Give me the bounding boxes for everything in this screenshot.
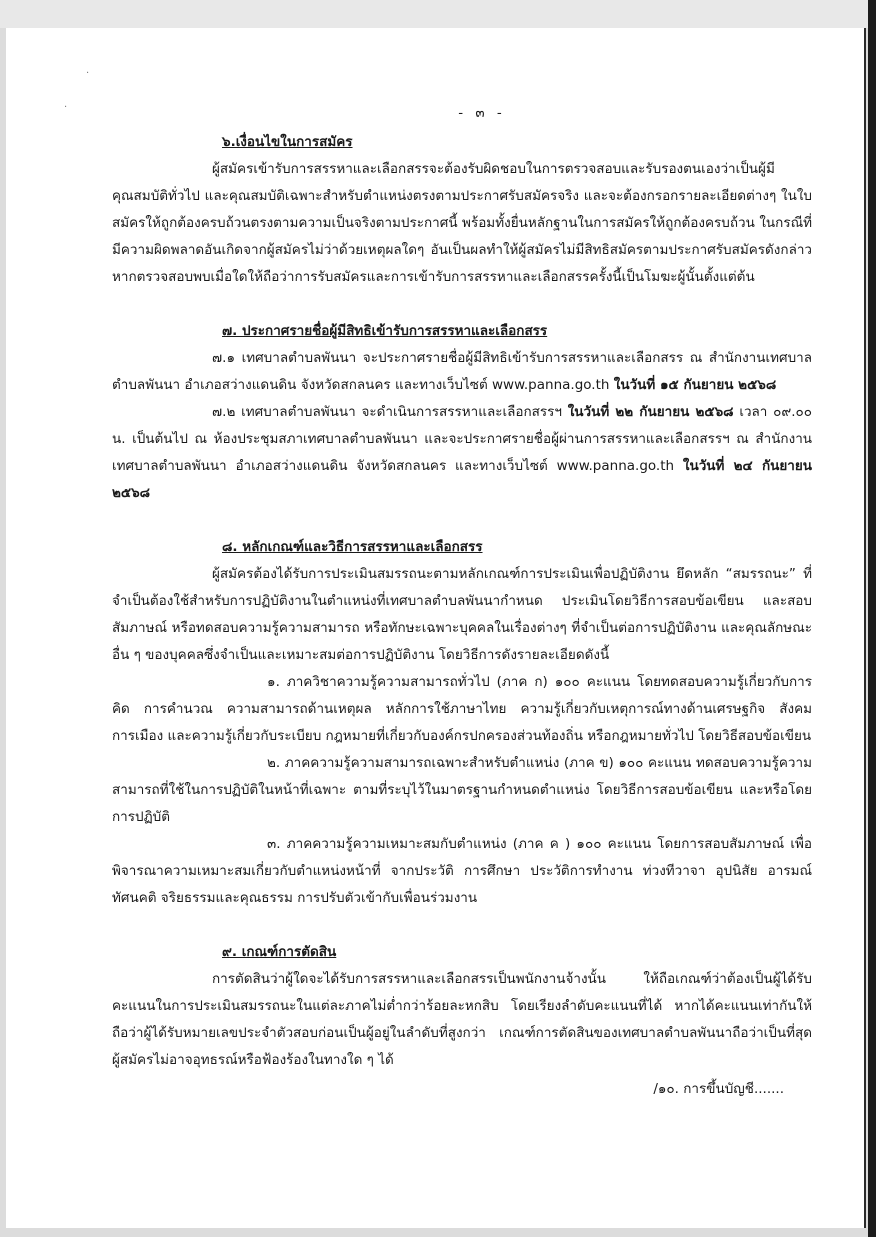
section-9-title: ๙. เกณฑ์การตัดสิน bbox=[222, 944, 337, 960]
section-8-item-1: ๑. ภาควิชาความรู้ความสามารถทั่วไป (ภาค ก) ๑๐๐ คะแนน โดยทดสอบความรู้เกี่ยวกับการคิด การคำนวณ ความสามารถด้านเหตุผล หลักการใช้ภาษาไทย ความรู้เกี่ยวกับเหตุการณ์ทางด้านเศรษฐกิจ สังคม การเมือง และความรู้เกี่ยวกับระเบียบ กฎหมายที่เกี่ยวกับองค์กรปกครองส่วนท้องถิ่น หรือกฎหมายทั่วไป โดยวิธีสอบข้อเขียน bbox=[112, 674, 812, 744]
section-8-item-2: ๒. ภาคความรู้ความสามารถเฉพาะสำหรับตำแหน่ง (ภาค ข) ๑๐๐ คะแนน ทดสอบความรู้ความสามารถที่ใช้ในการปฏิบัติในหน้าที่เฉพาะ ตามที่ระบุไว้ในมาตรฐานกำหนดตำแหน่ง โดยวิธีการสอบข้อเขียน และหรือโดยการปฏิบัติ bbox=[112, 755, 812, 825]
continuation-note: /๑๐. การขึ้นบัญชี....... bbox=[653, 1081, 784, 1097]
scan-speck: · bbox=[86, 68, 90, 79]
section-7-item-1-text: ๗.๑ เทศบาลตำบลพันนา จะประกาศรายชื่อผู้มีสิทธิเข้ารับการสรรหาและเลือกสรร ณ สำนักงานเทศบาลตำบลพันนา อำเภอสว่างแดนดิน จังหวัดสกลนคร และทางเว็บไซต์ www.panna.go.th bbox=[112, 350, 812, 393]
section-8-intro: ผู้สมัครต้องได้รับการประเมินสมรรถนะตามหลักเกณฑ์การประเมินเพื่อปฏิบัติงาน ยึดหลัก “สมรรถนะ” ที่จำเป็นต้องใช้สำหรับการปฏิบัติงานในตำแหน่งที่เทศบาลตำบลพันนากำหนด ประเมินโดยวิธีการสอบข้อเขียน และสอบสัมภาษณ์ หรือทดสอบความรู้ความสามารถ หรือทักษะเฉพาะบุคคลในเรื่องต่างๆ ที่จำเป็นต่อการปฏิบัติงาน และคุณลักษณะอื่น ๆ ของบุคคลซึ่งจำเป็นและเหมาะสมต่อการปฏิบัติงาน โดยวิธีการดังรายละเอียดดังนี้ bbox=[112, 566, 812, 663]
section-8-item-3: ๓. ภาคความรู้ความเหมาะสมกับตำแหน่ง (ภาค ค ) ๑๐๐ คะแนน โดยการสอบสัมภาษณ์ เพื่อพิจารณาความเหมาะสมเกี่ยวกับตำแหน่งหน้าที่ จากประวัติ การศึกษา ประวัติการทำงาน ท่วงทีวาจา อุปนิสัย อารมณ์ ทัศนคติ จริยธรรมและคุณธรรม การปรับตัวเข้ากับเพื่อนร่วมงาน bbox=[112, 836, 812, 906]
section-9-body: การตัดสินว่าผู้ใดจะได้รับการสรรหาและเลือกสรรเป็นพนักงานจ้างนั้น ให้ถือเกณฑ์ว่าต้องเป็นผู้ได้รับคะแนนในการประเมินสมรรถนะในแต่ละภาคไม่ต่ำกว่าร้อยละหกสิบ โดยเรียงลำดับคะแนนที่ได้ หากได้คะแนนเท่ากันให้ถือว่าผู้ได้รับหมายเลขประจำตัวสอบก่อนเป็นผู้อยู่ในลำดับที่สูงกว่า เกณฑ์การตัดสินของเทศบาลตำบลพันนาถือว่าเป็นที่สุด ผู้สมัครไม่อาจอุทธรณ์หรือฟ้องร้องในทางใด ๆ ได้ bbox=[112, 971, 812, 1068]
section-8-title: ๘. หลักเกณฑ์และวิธีการสรรหาและเลือกสรร bbox=[222, 539, 483, 555]
scan-background-top bbox=[0, 0, 876, 28]
document-body bbox=[112, 100, 812, 1103]
section-7-item-2-detail: เวลา ๐๙.๐๐ น. เป็นต้นไป ณ ห้องประชุมสภาเทศบาลตำบลพันนา และจะประกาศรายชื่อผู้ผ่านการสรรหาและเลือกสรรฯ ณ สำนักงานเทศบาลตำบลพันนา อำเภอสว่างแดนดิน จังหวัดสกลนคร และทางเว็บไซต์ www.panna.go.th bbox=[112, 404, 813, 474]
page-number: - ๓ - bbox=[458, 105, 506, 121]
section-7-item-1 bbox=[112, 345, 812, 399]
scan-dark-edge bbox=[868, 0, 876, 1237]
section-7-item-2 bbox=[112, 399, 812, 507]
section-6-body: ผู้สมัครเข้ารับการสรรหาและเลือกสรรจะต้องรับผิดชอบในการตรวจสอบและรับรองตนเองว่าเป็นผู้มีคุณสมบัติทั่วไป และคุณสมบัติเฉพาะสำหรับตำแหน่งตรงตามประกาศรับสมัครจริง และจะต้องกรอกรายละเอียดต่างๆ ในใบสมัครให้ถูกต้องครบถ้วนตรงตามความเป็นจริงตามประกาศนี้ พร้อมทั้งยื่นหลักฐานในการสมัครให้ถูกต้องครบถ้วน ในกรณีที่มีความผิดพลาดอันเกิดจากผู้สมัครไม่ว่าด้วยเหตุผลใดๆ อันเป็นผลทำให้ผู้สมัครไม่มีสิทธิสมัครตามประกาศรับสมัครดังกล่าว หากตรวจสอบพบเมื่อใดให้ถือว่าการรับสมัครและการเข้ารับการสรรหาและเลือกสรรครั้งนี้เป็นโมฆะผู้นั้นตั้งแต่ต้น bbox=[112, 161, 812, 285]
scan-speck: · bbox=[64, 102, 68, 113]
section-7-item-2-date: ในวันที่ ๒๒ กันยายน ๒๕๖๘ bbox=[567, 404, 734, 420]
section-7-item-1-date: ในวันที่ ๑๕ กันยายน ๒๕๖๘ bbox=[613, 377, 777, 393]
section-7-title: ๗. ประกาศรายชื่อผู้มีสิทธิเข้ารับการสรรหาและเลือกสรร bbox=[222, 323, 548, 339]
section-7-item-2-text: ๗.๒ เทศบาลตำบลพันนา จะดำเนินการสรรหาและเลือกสรรฯ bbox=[212, 404, 568, 420]
section-6-title: ๖.เงื่อนไขในการสมัคร bbox=[222, 134, 353, 150]
section-7-item-2-announce-date: ในวันที่ ๒๔ กันยายน ๒๕๖๘ bbox=[112, 458, 813, 501]
